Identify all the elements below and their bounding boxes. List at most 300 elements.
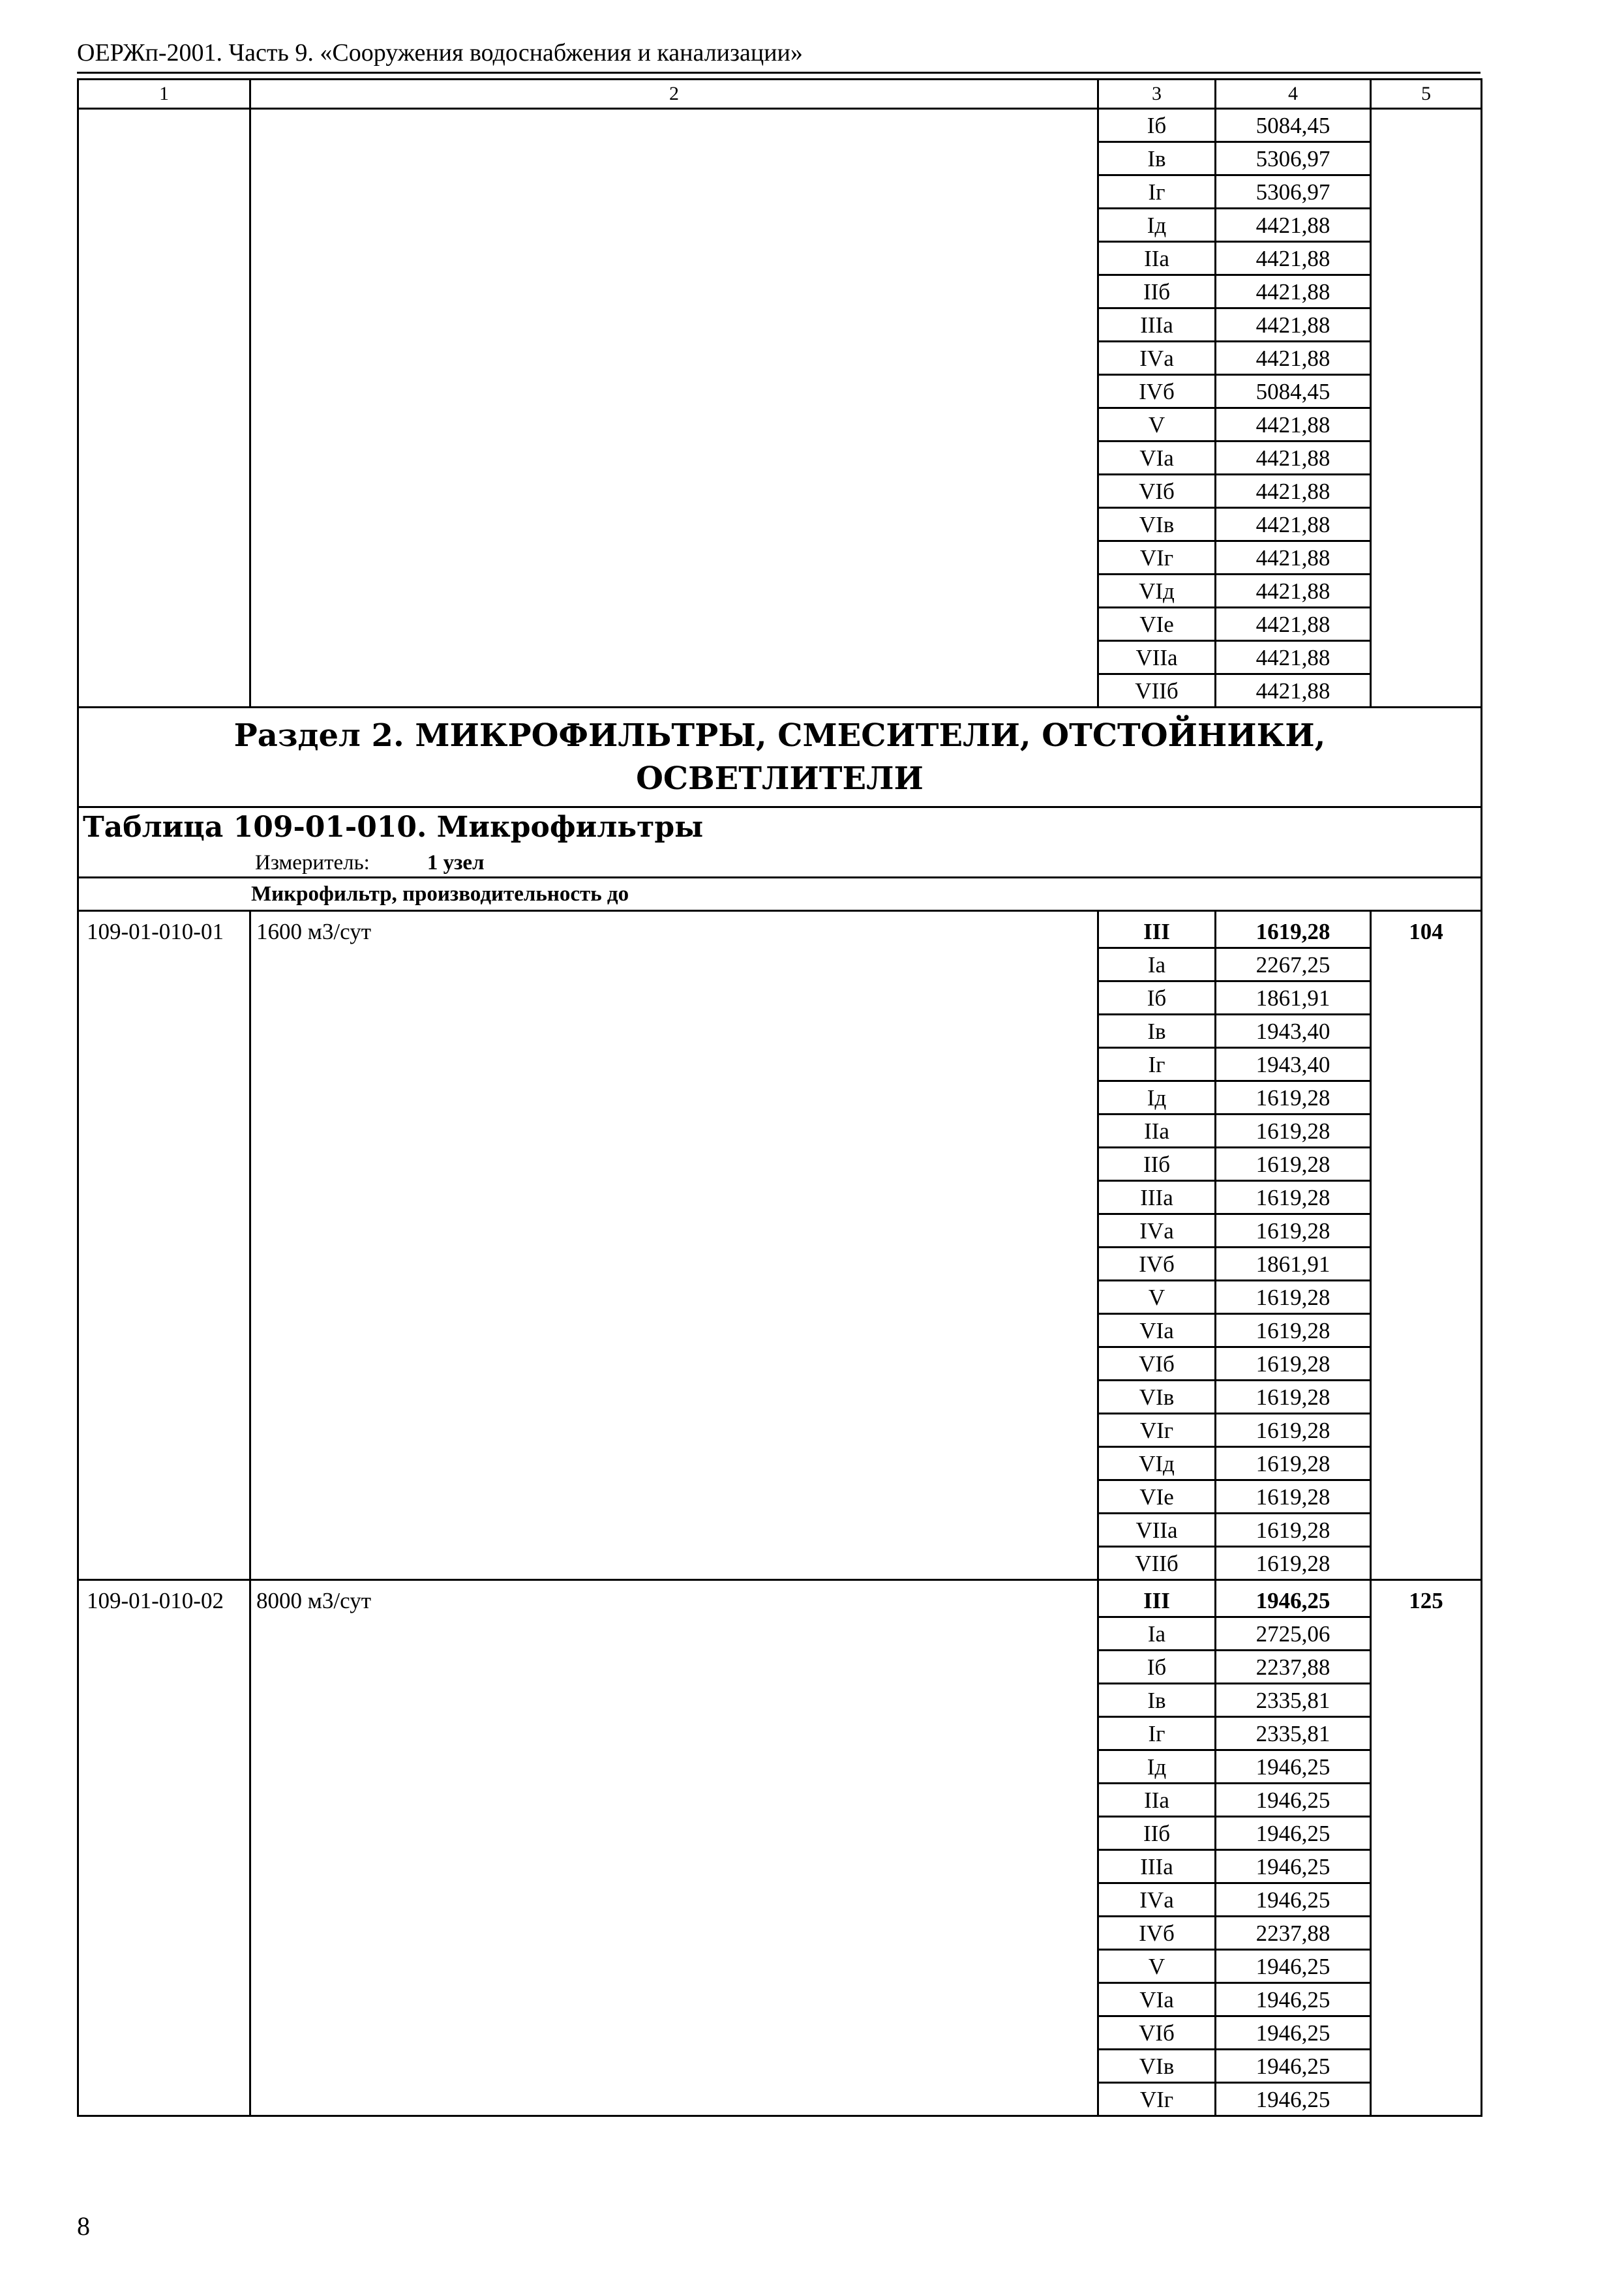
rate-cell: 1946,25: [1216, 1750, 1371, 1784]
wage-cell: [1371, 575, 1482, 608]
rate-cell: 4421,88: [1216, 242, 1371, 275]
table-row: [78, 1048, 1482, 1081]
header-rule: [77, 72, 1481, 74]
table-row: [78, 308, 1482, 342]
description-cell: [250, 1381, 1098, 1414]
description-cell: [250, 575, 1098, 608]
zone-cell: VIд: [1098, 575, 1216, 608]
wage-cell: [1371, 1784, 1482, 1817]
zone-cell: VIв: [1098, 1381, 1216, 1414]
description-cell: [250, 1651, 1098, 1684]
zone-cell: Iв: [1098, 142, 1216, 175]
rate-cell: 1619,28: [1216, 1447, 1371, 1480]
zone-cell: VIг: [1098, 2083, 1216, 2116]
wage-cell: [1371, 1817, 1482, 1850]
table-row: [78, 641, 1482, 674]
table-row: [78, 1983, 1482, 2016]
wage-cell: [1371, 275, 1482, 308]
table-row: [78, 1750, 1482, 1784]
description-cell: [250, 1784, 1098, 1817]
description-cell: [250, 1314, 1098, 1347]
table-row: [78, 2050, 1482, 2083]
description-cell: [250, 1817, 1098, 1850]
wage-cell: [1371, 441, 1482, 475]
code-cell: [78, 1784, 250, 1817]
wage-cell: [1371, 1148, 1482, 1181]
rate-cell: 2267,25: [1216, 948, 1371, 981]
zone-cell: VIб: [1098, 1347, 1216, 1381]
table-row: [78, 1617, 1482, 1651]
zone-cell: III: [1098, 911, 1216, 948]
table-row: [78, 1651, 1482, 1684]
description-cell: [250, 1850, 1098, 1883]
table-row: [78, 441, 1482, 475]
zone-cell: Iв: [1098, 1684, 1216, 1717]
code-cell: [78, 1684, 250, 1717]
wage-cell: [1371, 1048, 1482, 1081]
description-cell: [250, 1684, 1098, 1717]
section-heading: [78, 708, 1482, 807]
description-cell: [250, 1181, 1098, 1214]
rate-cell: 4421,88: [1216, 342, 1371, 375]
zone-cell: VIв: [1098, 2050, 1216, 2083]
rate-cell: 1619,28: [1216, 1347, 1371, 1381]
wage-cell: [1371, 674, 1482, 708]
wage-cell: [1371, 1651, 1482, 1684]
zone-cell: VIб: [1098, 2016, 1216, 2050]
zone-cell: IVб: [1098, 1917, 1216, 1950]
rate-cell: 1943,40: [1216, 1015, 1371, 1048]
rate-cell: 1619,28: [1216, 1381, 1371, 1414]
table-row: [78, 911, 1482, 948]
code-cell: [78, 475, 250, 508]
rate-cell: 1619,28: [1216, 1081, 1371, 1115]
description-cell: [250, 1547, 1098, 1580]
zone-cell: III: [1098, 1580, 1216, 1617]
table-row: [78, 1248, 1482, 1281]
description-cell: [250, 1480, 1098, 1514]
description-cell: [250, 948, 1098, 981]
zone-cell: IIб: [1098, 1148, 1216, 1181]
code-cell: [78, 1547, 250, 1580]
rate-cell: 4421,88: [1216, 608, 1371, 641]
wage-cell: [1371, 1514, 1482, 1547]
wage-cell: [1371, 2083, 1482, 2116]
description-cell: [250, 109, 1098, 142]
rate-cell: 1946,25: [1216, 1883, 1371, 1917]
code-cell: [78, 1651, 250, 1684]
table-row: [78, 342, 1482, 375]
description-cell: [250, 209, 1098, 242]
wage-cell: [1371, 981, 1482, 1015]
wage-cell: [1371, 109, 1482, 142]
code-cell: [78, 1048, 250, 1081]
description-cell: [250, 1717, 1098, 1750]
column-number: 3: [1098, 80, 1216, 109]
wage-cell: [1371, 408, 1482, 441]
zone-cell: Iв: [1098, 1015, 1216, 1048]
table-row: [78, 408, 1482, 441]
rate-cell: 4421,88: [1216, 209, 1371, 242]
code-cell: [78, 1115, 250, 1148]
measure-value: 1 узел: [427, 851, 485, 875]
code-cell: [78, 1081, 250, 1115]
table-subheading-row: [78, 878, 1482, 911]
table-row: [78, 541, 1482, 575]
code-cell: [78, 641, 250, 674]
description-cell: [250, 1214, 1098, 1248]
rate-cell: 4421,88: [1216, 408, 1371, 441]
table-title-cell: [78, 807, 1482, 878]
code-cell: [78, 948, 250, 981]
wage-cell: [1371, 1181, 1482, 1214]
zone-cell: Iд: [1098, 1081, 1216, 1115]
code-cell: [78, 1148, 250, 1181]
code-cell: [78, 981, 250, 1015]
code-cell: [78, 1480, 250, 1514]
zone-cell: V: [1098, 1950, 1216, 1983]
code-cell: [78, 209, 250, 242]
wage-cell: [1371, 1115, 1482, 1148]
code-cell: [78, 1983, 250, 2016]
description-cell: [250, 1081, 1098, 1115]
zone-cell: VIв: [1098, 508, 1216, 541]
rate-cell: 4421,88: [1216, 275, 1371, 308]
wage-cell: [1371, 1850, 1482, 1883]
description-cell: [250, 981, 1098, 1015]
column-number: 4: [1216, 80, 1371, 109]
rate-cell: 4421,88: [1216, 541, 1371, 575]
code-cell: [78, 1347, 250, 1381]
section-heading-row: [78, 708, 1482, 807]
description-cell: [250, 1750, 1098, 1784]
zone-cell: VIIа: [1098, 1514, 1216, 1547]
table-row: [78, 1081, 1482, 1115]
description-cell: [250, 1617, 1098, 1651]
table-row: [78, 608, 1482, 641]
code-cell: [78, 1883, 250, 1917]
description-cell: [250, 1281, 1098, 1314]
rates-table-body: [78, 80, 1482, 2116]
zone-cell: VIа: [1098, 1314, 1216, 1347]
table-row: [78, 1684, 1482, 1717]
code-cell: [78, 1414, 250, 1447]
rate-cell: 1619,28: [1216, 1115, 1371, 1148]
table-row: [78, 575, 1482, 608]
code-cell: [78, 1381, 250, 1414]
code-cell: [78, 109, 250, 142]
code-cell: [78, 275, 250, 308]
description-cell: [250, 508, 1098, 541]
description-cell: [250, 1983, 1098, 2016]
code-cell: [78, 541, 250, 575]
wage-cell: [1371, 1684, 1482, 1717]
table-row: [78, 1784, 1482, 1817]
wage-cell: [1371, 1883, 1482, 1917]
wage-cell: [1371, 1917, 1482, 1950]
description-cell: [250, 441, 1098, 475]
rate-cell: 1619,28: [1216, 911, 1371, 948]
zone-cell: V: [1098, 408, 1216, 441]
wage-cell: [1371, 641, 1482, 674]
wage-cell: [1371, 1214, 1482, 1248]
zone-cell: IVа: [1098, 1883, 1216, 1917]
rate-cell: 4421,88: [1216, 575, 1371, 608]
description-cell: [250, 175, 1098, 209]
wage-cell: [1371, 1248, 1482, 1281]
code-cell: [78, 1950, 250, 1983]
table-row: [78, 1281, 1482, 1314]
table-row: [78, 1447, 1482, 1480]
description-cell: 1600 м3/сут: [250, 911, 1098, 948]
rate-cell: 1946,25: [1216, 2016, 1371, 2050]
code-cell: [78, 1447, 250, 1480]
description-cell: [250, 541, 1098, 575]
zone-cell: IIб: [1098, 1817, 1216, 1850]
rate-cell: 5306,97: [1216, 175, 1371, 209]
wage-cell: [1371, 541, 1482, 575]
description-cell: [250, 1514, 1098, 1547]
code-cell: [78, 575, 250, 608]
table-row: [78, 1817, 1482, 1850]
table-row: [78, 1115, 1482, 1148]
wage-cell: [1371, 242, 1482, 275]
rate-cell: 1619,28: [1216, 1547, 1371, 1580]
description-cell: [250, 2016, 1098, 2050]
table-row: [78, 1347, 1482, 1381]
description-cell: [250, 1447, 1098, 1480]
zone-cell: VIа: [1098, 441, 1216, 475]
table-row: [78, 1181, 1482, 1214]
table-row: [78, 1214, 1482, 1248]
wage-cell: [1371, 1414, 1482, 1447]
code-cell: [78, 1015, 250, 1048]
code-cell: [78, 674, 250, 708]
code-cell: [78, 1917, 250, 1950]
table-row: [78, 375, 1482, 408]
rates-table: [77, 78, 1482, 2117]
rate-cell: 1619,28: [1216, 1314, 1371, 1347]
wage-cell: [1371, 375, 1482, 408]
rate-cell: 2335,81: [1216, 1684, 1371, 1717]
running-header: ОЕРЖп-2001. Часть 9. «Сооружения водоснабжения и канализации»: [77, 39, 803, 67]
description-cell: [250, 1950, 1098, 1983]
rate-cell: 2237,88: [1216, 1917, 1371, 1950]
zone-cell: IIб: [1098, 275, 1216, 308]
code-cell: [78, 342, 250, 375]
table-row: [78, 209, 1482, 242]
rate-cell: 4421,88: [1216, 308, 1371, 342]
description-cell: [250, 641, 1098, 674]
section-heading-line: Раздел 2. МИКРОФИЛЬТРЫ, СМЕСИТЕЛИ, ОТСТОЙНИКИ,: [233, 717, 1326, 754]
description-cell: [250, 142, 1098, 175]
wage-cell: [1371, 608, 1482, 641]
table-row: [78, 948, 1482, 981]
description-cell: [250, 1148, 1098, 1181]
zone-cell: Iб: [1098, 1651, 1216, 1684]
wage-cell: [1371, 1015, 1482, 1048]
rate-cell: 1619,28: [1216, 1148, 1371, 1181]
zone-cell: IIIа: [1098, 308, 1216, 342]
rate-cell: 1619,28: [1216, 1514, 1371, 1547]
table-title-row: [78, 807, 1482, 878]
table-row: [78, 2016, 1482, 2050]
rate-cell: 1861,91: [1216, 981, 1371, 1015]
zone-cell: Iа: [1098, 948, 1216, 981]
wage-cell: [1371, 175, 1482, 209]
rate-cell: 1946,25: [1216, 1983, 1371, 2016]
table-subheading: Микрофильтр, производительность до: [78, 878, 1482, 911]
rate-cell: 1619,28: [1216, 1414, 1371, 1447]
rate-cell: 2725,06: [1216, 1617, 1371, 1651]
code-cell: [78, 1181, 250, 1214]
rate-cell: 5306,97: [1216, 142, 1371, 175]
table-row: [78, 1314, 1482, 1347]
table-row: [78, 2083, 1482, 2116]
wage-cell: [1371, 2016, 1482, 2050]
code-cell: [78, 1850, 250, 1883]
zone-cell: VIе: [1098, 1480, 1216, 1514]
table-row: [78, 1514, 1482, 1547]
code-cell: [78, 1617, 250, 1651]
column-number: 5: [1371, 80, 1482, 109]
wage-cell: [1371, 1547, 1482, 1580]
code-cell: [78, 2016, 250, 2050]
table-row: [78, 109, 1482, 142]
rate-cell: 4421,88: [1216, 674, 1371, 708]
table-row: [78, 508, 1482, 541]
rate-cell: 2237,88: [1216, 1651, 1371, 1684]
zone-cell: V: [1098, 1281, 1216, 1314]
code-cell: [78, 1717, 250, 1750]
code-cell: [78, 2083, 250, 2116]
zone-cell: VIе: [1098, 608, 1216, 641]
zone-cell: VIг: [1098, 541, 1216, 575]
wage-cell: [1371, 209, 1482, 242]
description-cell: [250, 475, 1098, 508]
wage-cell: [1371, 342, 1482, 375]
table-row: [78, 674, 1482, 708]
code-cell: [78, 175, 250, 209]
description-cell: [250, 342, 1098, 375]
zone-cell: IVб: [1098, 375, 1216, 408]
zone-cell: IVа: [1098, 342, 1216, 375]
zone-cell: Iа: [1098, 1617, 1216, 1651]
zone-cell: VIг: [1098, 1414, 1216, 1447]
column-number: 2: [250, 80, 1098, 109]
description-cell: [250, 1917, 1098, 1950]
description-cell: [250, 608, 1098, 641]
rate-cell: 4421,88: [1216, 508, 1371, 541]
code-cell: [78, 1281, 250, 1314]
table-row: [78, 275, 1482, 308]
zone-cell: IIа: [1098, 242, 1216, 275]
wage-cell: [1371, 948, 1482, 981]
zone-cell: VIIа: [1098, 641, 1216, 674]
rate-cell: 1946,25: [1216, 1784, 1371, 1817]
rate-cell: 1619,28: [1216, 1181, 1371, 1214]
table-title: Таблица 109-01-010. Микрофильтры: [83, 811, 704, 844]
zone-cell: VIа: [1098, 1983, 1216, 2016]
description-cell: 8000 м3/сут: [250, 1580, 1098, 1617]
zone-cell: Iб: [1098, 981, 1216, 1015]
wage-cell: [1371, 1717, 1482, 1750]
rate-cell: 1943,40: [1216, 1048, 1371, 1081]
rate-cell: 4421,88: [1216, 475, 1371, 508]
page-number: 8: [77, 2211, 90, 2241]
code-cell: [78, 408, 250, 441]
rate-cell: 1946,25: [1216, 1580, 1371, 1617]
table-row: [78, 1015, 1482, 1048]
code-cell: [78, 1817, 250, 1850]
description-cell: [250, 2083, 1098, 2116]
rate-cell: 1861,91: [1216, 1248, 1371, 1281]
table-row: [78, 1580, 1482, 1617]
code-cell: [78, 508, 250, 541]
wage-cell: [1371, 1480, 1482, 1514]
rate-cell: 4421,88: [1216, 641, 1371, 674]
wage-cell: [1371, 1381, 1482, 1414]
description-cell: [250, 1248, 1098, 1281]
table-row: [78, 242, 1482, 275]
code-cell: [78, 1314, 250, 1347]
zone-cell: Iб: [1098, 109, 1216, 142]
table-row: [78, 1883, 1482, 1917]
zone-cell: Iд: [1098, 209, 1216, 242]
description-cell: [250, 674, 1098, 708]
wage-cell: [1371, 475, 1482, 508]
rate-cell: 1619,28: [1216, 1480, 1371, 1514]
rate-cell: 1946,25: [1216, 1817, 1371, 1850]
description-cell: [250, 242, 1098, 275]
table-row: [78, 1381, 1482, 1414]
zone-cell: IIа: [1098, 1784, 1216, 1817]
table-row: [78, 1850, 1482, 1883]
table-row: [78, 1480, 1482, 1514]
code-cell: [78, 441, 250, 475]
table-row: [78, 1547, 1482, 1580]
rate-cell: 4421,88: [1216, 441, 1371, 475]
zone-cell: VIб: [1098, 475, 1216, 508]
wage-cell: [1371, 1447, 1482, 1480]
rate-cell: 1946,25: [1216, 1950, 1371, 1983]
rate-cell: 1946,25: [1216, 2050, 1371, 2083]
description-cell: [250, 1883, 1098, 1917]
wage-cell: [1371, 1347, 1482, 1381]
wage-cell: [1371, 1983, 1482, 2016]
zone-cell: Iг: [1098, 1717, 1216, 1750]
zone-cell: IIIа: [1098, 1181, 1216, 1214]
zone-cell: VIд: [1098, 1447, 1216, 1480]
code-cell: [78, 242, 250, 275]
zone-cell: Iд: [1098, 1750, 1216, 1784]
table-row: [78, 981, 1482, 1015]
description-cell: [250, 1048, 1098, 1081]
table-row: [78, 1917, 1482, 1950]
description-cell: [250, 275, 1098, 308]
description-cell: [250, 375, 1098, 408]
rate-cell: 2335,81: [1216, 1717, 1371, 1750]
zone-cell: Iг: [1098, 1048, 1216, 1081]
code-cell: [78, 1750, 250, 1784]
wage-cell: [1371, 308, 1482, 342]
description-cell: [250, 1347, 1098, 1381]
description-cell: [250, 308, 1098, 342]
code-cell: [78, 308, 250, 342]
code-cell: [78, 1214, 250, 1248]
table-row: [78, 1148, 1482, 1181]
measure-label: Измеритель:: [255, 851, 370, 875]
